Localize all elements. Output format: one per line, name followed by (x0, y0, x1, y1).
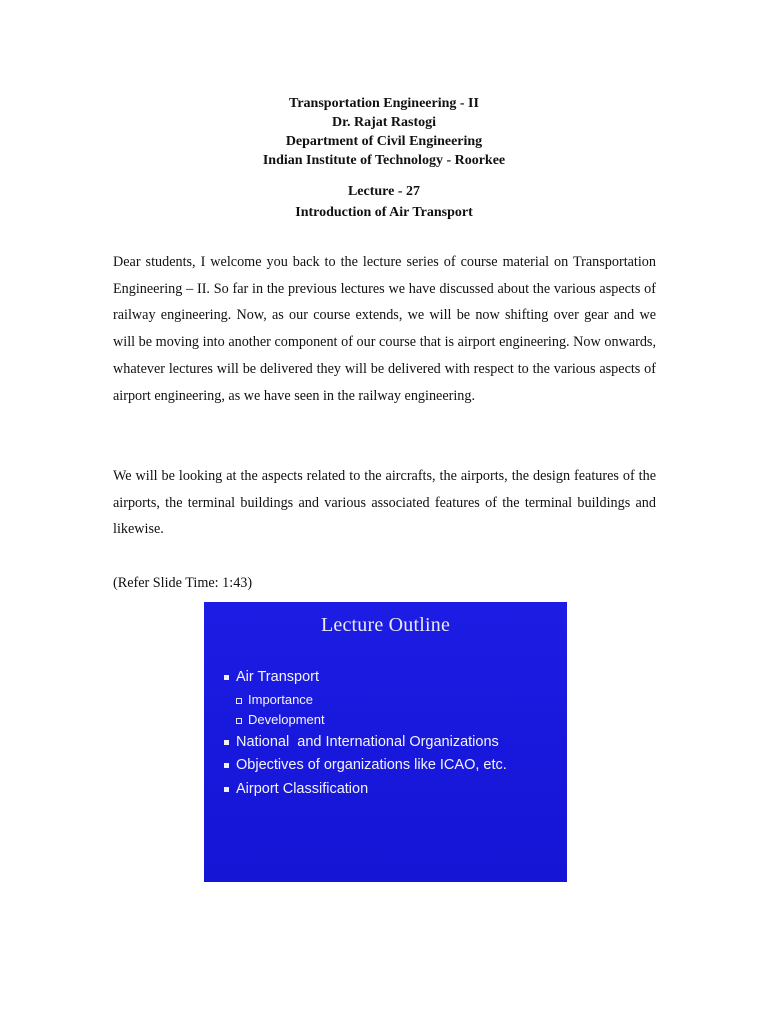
square-bullet-icon (224, 763, 229, 768)
square-bullet-icon (224, 787, 229, 792)
department-name: Department of Civil Engineering (285, 134, 483, 149)
slide-bullet-item (224, 778, 507, 802)
hollow-square-bullet-icon (236, 698, 242, 704)
slide-bullet-list (224, 666, 507, 801)
slide-bullet-item (224, 754, 507, 778)
slide-sub-bullet-text: Development (248, 712, 325, 727)
lecture-title: Introduction of Air Transport (295, 205, 473, 220)
slide-bullet-text: Objectives of organizations like ICAO, etc. (236, 757, 507, 773)
hollow-square-bullet-icon (236, 718, 242, 724)
lecture-number: Lecture - 27 (347, 184, 421, 199)
slide-time-reference: (Refer Slide Time: 1:43) (113, 575, 253, 591)
slide-title: Lecture Outline (320, 614, 451, 636)
slide-sub-bullet-item (224, 710, 507, 731)
slide-bullet-item (224, 731, 507, 755)
lecture-outline-slide (204, 602, 567, 882)
slide-bullet-item (224, 666, 507, 690)
course-title: Transportation Engineering - II (289, 96, 479, 111)
slide-bullet-text: Airport Classification (236, 780, 369, 797)
slide-sub-bullet-text: Importance (248, 691, 314, 707)
slide-bullet-text: Air Transport (236, 669, 319, 685)
instructor-name: Dr. Rajat Rastogi (331, 115, 437, 130)
document-header (0, 94, 768, 170)
institute-name: Indian Institute of Technology - Roorkee (262, 153, 506, 168)
body-paragraph-1: Dear students, I welcome you back to the lecture series of course material on Transportation Engineering – II. So far in the previous lectures we have discussed about the various aspects of railway engineering. Now, as our course extends, we will be now shifting over gear and we will be moving into another component of our course that is airport engineering. Now onwards, whatever lectures will be delivered they will be delivered with respect to the various aspects of airport engineering, as we have seen in the railway engineering. (113, 254, 656, 404)
square-bullet-icon (224, 740, 229, 745)
slide-bullet-text: National and International Organizations (236, 733, 499, 750)
lecture-heading (0, 181, 768, 223)
square-bullet-icon (224, 675, 229, 680)
body-paragraph-2: We will be looking at the aspects related to the aircrafts, the airports, the design features of the airports, the terminal buildings and various associated features of the terminal buildings and likewise. (113, 468, 656, 538)
slide-sub-bullet-item (224, 690, 507, 711)
